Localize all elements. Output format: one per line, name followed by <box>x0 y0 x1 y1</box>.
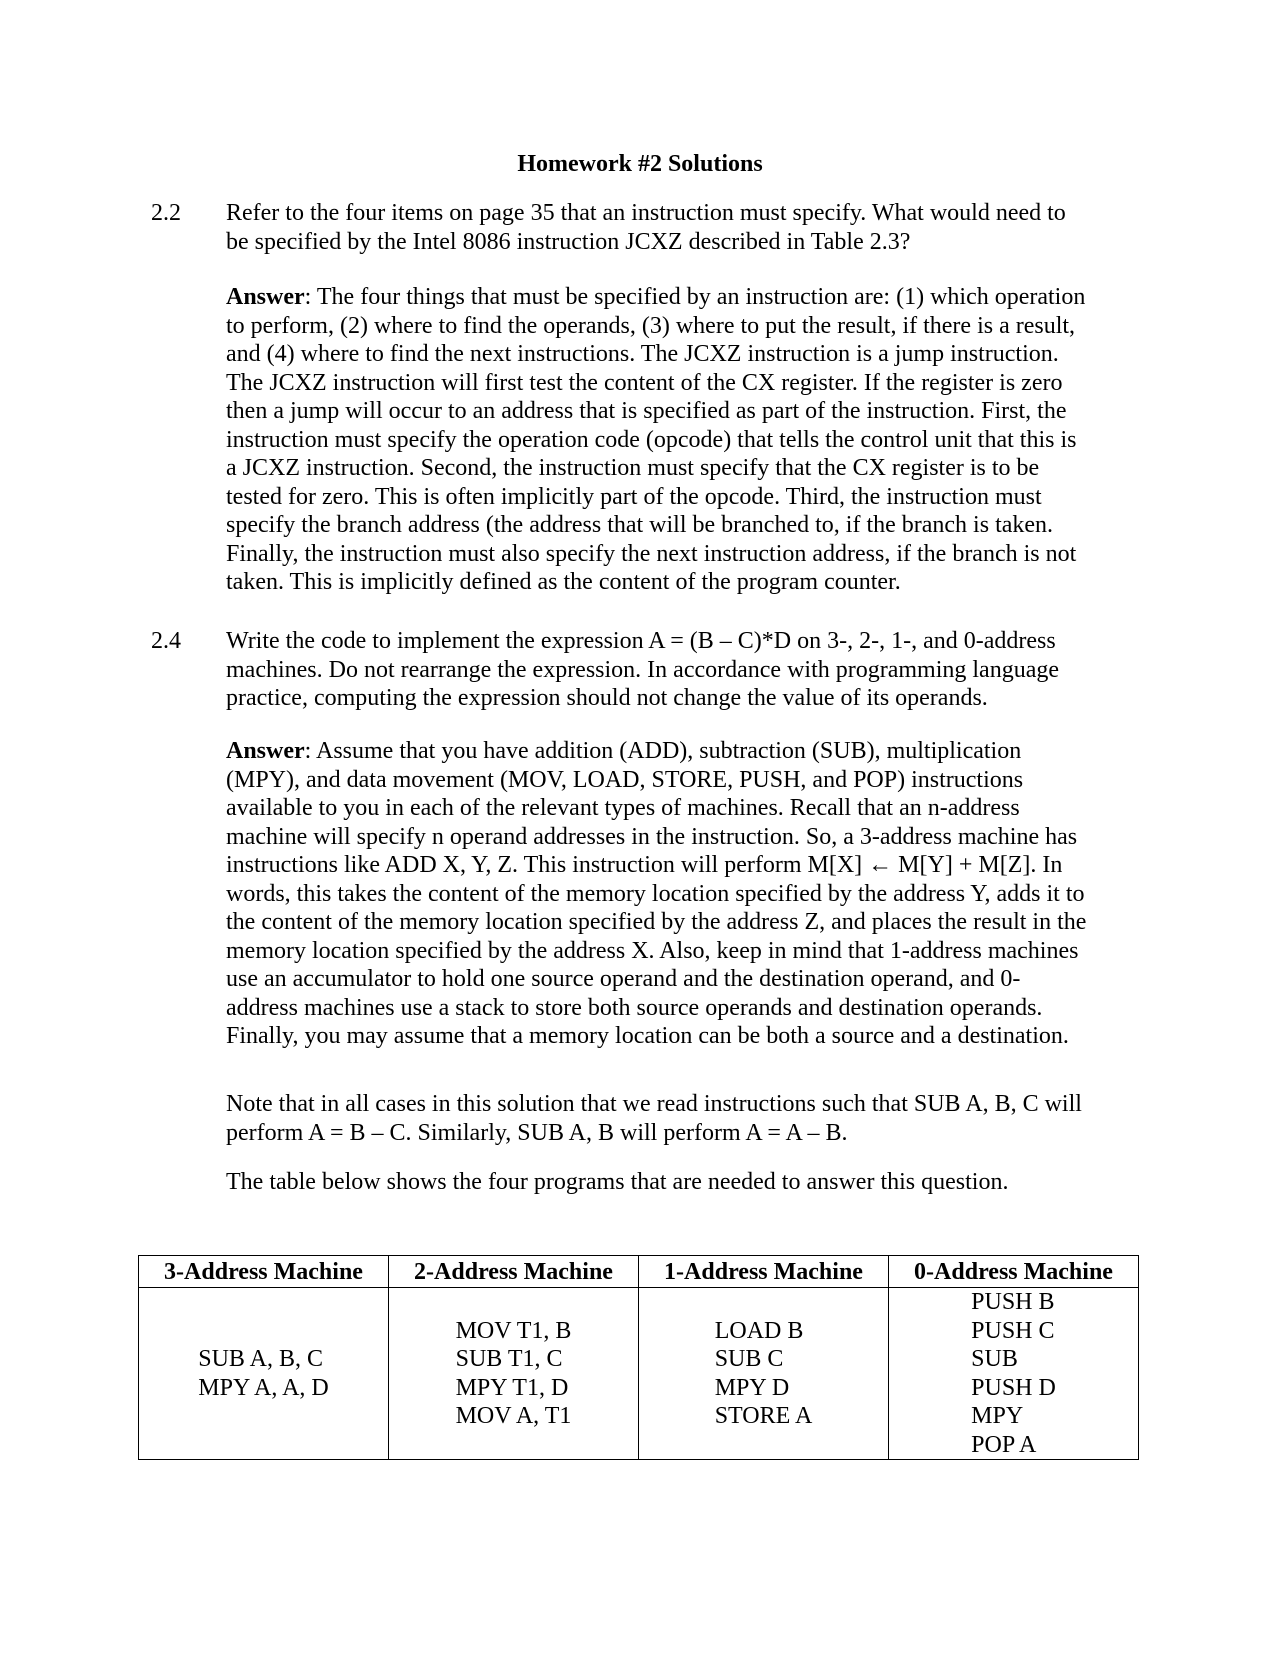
code-line: STORE A <box>714 1403 813 1429</box>
code-line: POP A <box>971 1431 1037 1458</box>
text-line: specify the branch address (the address that will be branched to, if the branch is taken. <box>226 512 1054 538</box>
column-header: 3-Address Machine <box>139 1256 389 1288</box>
text-line: taken. This is implicitly defined as the content of the program counter. <box>226 569 901 595</box>
text-line: then a jump will occur to an address that is specified as part of the instruction. First, the <box>226 398 1067 424</box>
text-line: (MPY), and data movement (MOV, LOAD, STORE, PUSH, and POP) instructions <box>226 766 1024 793</box>
text-line <box>226 737 1136 766</box>
page-title: Homework #2 Solutions <box>517 151 763 177</box>
answer-text: : The four things that must be specified by an instruction are: (1) which operation <box>304 284 1086 310</box>
table-cell-2-address <box>389 1288 639 1460</box>
text-line: memory location specified by the address X. Also, keep in mind that 1-address machines <box>226 937 1079 964</box>
text-line: the content of the memory location specified by the address Z, and places the result in the <box>226 909 1087 935</box>
text-line: instruction must specify the operation code (opcode) that tells the control unit that this is <box>226 426 1077 453</box>
text-line: Refer to the four items on page 35 that an instruction must specify. What would need to <box>226 200 1066 226</box>
code-line: MPY D <box>714 1374 790 1401</box>
answer-2-2 <box>226 283 1136 597</box>
question-number-2-2: 2.2 <box>151 200 181 226</box>
column-header: 0-Address Machine <box>889 1256 1139 1288</box>
column-header: 1-Address Machine <box>639 1256 889 1288</box>
answer-label: Answer <box>226 738 305 764</box>
code-line: PUSH B <box>971 1289 1055 1315</box>
code-line: PUSH C <box>971 1317 1055 1344</box>
text-line: to perform, (2) where to find the operands, (3) where to put the result, if there is a result, <box>226 312 1076 339</box>
code-line: MPY A, A, D <box>198 1374 329 1401</box>
text-line: practice, computing the expression should not change the value of its operands. <box>226 685 988 711</box>
question-2-4-text <box>226 627 1136 713</box>
text-line: available to you in each of the relevant types of machines. Recall that an n-address <box>226 795 1020 821</box>
text-line: The table below shows the four programs that are needed to answer this question. <box>226 1169 1009 1195</box>
text-line: machines. Do not rearrange the expression. In accordance with programming language <box>226 656 1060 683</box>
text-line: a JCXZ instruction. Second, the instruction must specify that the CX register is to be <box>226 455 1040 481</box>
code-line: LOAD B <box>714 1317 804 1344</box>
column-header: 2-Address Machine <box>389 1256 639 1288</box>
text-line: Finally, you may assume that a memory location can be both a source and a destination. <box>226 1023 1069 1049</box>
text-line: machine will specify n operand addresses in the instruction. So, a 3-address machine has <box>226 823 1078 850</box>
code-line: MOV A, T1 <box>455 1403 572 1429</box>
table-intro <box>226 1168 1136 1197</box>
table-cell-0-address <box>889 1288 1139 1460</box>
code-line: MPY <box>971 1403 1024 1429</box>
text-line: perform A = B – C. Similarly, SUB A, B will perform A = A – B. <box>226 1119 848 1146</box>
text-line: Write the code to implement the expression A = (B – C)*D on 3-, 2-, 1-, and 0-address <box>226 628 1056 654</box>
code-line: MOV T1, B <box>455 1317 572 1344</box>
text-line: Finally, the instruction must also specify the next instruction address, if the branch is not <box>226 540 1077 567</box>
question-number-2-4: 2.4 <box>151 628 181 654</box>
text-line: Note that in all cases in this solution that we read instructions such that SUB A, B, C will <box>226 1091 1082 1117</box>
answer-label: Answer <box>226 284 305 310</box>
code-line: PUSH D <box>971 1374 1056 1401</box>
table-cell-1-address <box>639 1288 889 1460</box>
text-line: and (4) where to find the next instructions. The JCXZ instruction is a jump instruction. <box>226 341 1059 367</box>
code-line: SUB C <box>714 1346 784 1372</box>
text-line: The JCXZ instruction will first test the content of the CX register. If the register is zero <box>226 369 1063 396</box>
code-line: SUB A, B, C <box>198 1346 323 1372</box>
text-line: words, this takes the content of the memory location specified by the address Y, adds it to <box>226 880 1085 907</box>
answer-2-4 <box>226 737 1136 1051</box>
code-line: SUB <box>971 1346 1018 1372</box>
text-line <box>226 283 1136 312</box>
text-line: instructions like ADD X, Y, Z. This instruction will perform M[X] ← M[Y] + M[Z]. In <box>226 852 1063 878</box>
text-line: be specified by the Intel 8086 instruction JCXZ described in Table 2.3? <box>226 228 911 255</box>
table-row <box>139 1288 1139 1460</box>
question-2-2-text <box>226 199 1136 256</box>
table-header-row <box>139 1256 1139 1288</box>
answer-text: : Assume that you have addition (ADD), subtraction (SUB), multiplication <box>304 738 1022 764</box>
text-line: address machines use a stack to store both source operands and destination operands. <box>226 994 1043 1021</box>
text-line: tested for zero. This is often implicitly part of the opcode. Third, the instruction must <box>226 483 1042 510</box>
code-line: SUB T1, C <box>455 1346 563 1372</box>
table-cell-3-address <box>139 1288 389 1460</box>
text-line: use an accumulator to hold one source operand and the destination operand, and 0- <box>226 966 1021 992</box>
note-paragraph <box>226 1090 1136 1147</box>
code-line: MPY T1, D <box>455 1374 569 1401</box>
programs-table <box>138 1255 1139 1460</box>
